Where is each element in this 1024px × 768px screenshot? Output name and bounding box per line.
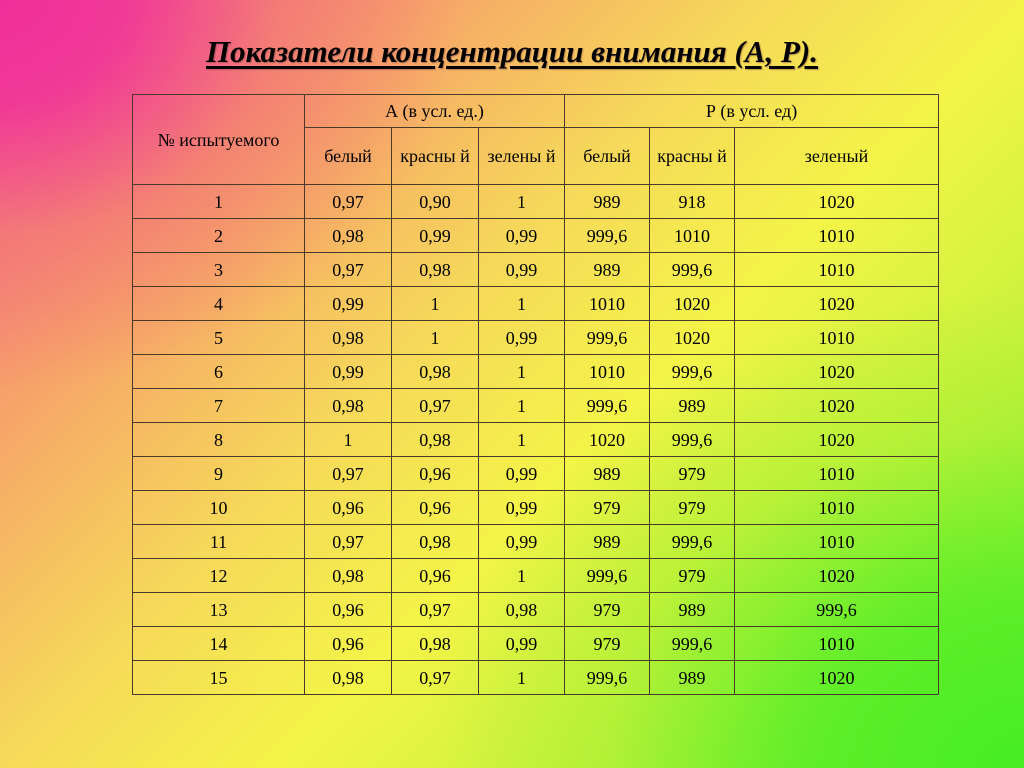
a-red-cell: 0,96	[392, 491, 479, 525]
subject-number-cell: 4	[133, 287, 305, 321]
a-red-cell: 0,96	[392, 559, 479, 593]
a-red-cell: 1	[392, 321, 479, 355]
p-white-cell: 989	[565, 525, 650, 559]
p-red-cell: 918	[650, 185, 735, 219]
a-green-cell: 1	[479, 661, 565, 695]
p-white-cell: 999,6	[565, 219, 650, 253]
table-row	[133, 355, 939, 389]
p-green-cell: 1010	[735, 253, 939, 287]
a-red-cell: 0,97	[392, 661, 479, 695]
a-white-cell: 0,97	[305, 457, 392, 491]
p-red-cell: 1020	[650, 321, 735, 355]
a-red-cell: 0,90	[392, 185, 479, 219]
a-green-cell: 0,99	[479, 627, 565, 661]
p-red-cell: 989	[650, 661, 735, 695]
a-white-cell: 0,96	[305, 593, 392, 627]
table-row	[133, 253, 939, 287]
p-white-cell: 979	[565, 627, 650, 661]
p-red-cell: 1010	[650, 219, 735, 253]
p-red-cell: 1020	[650, 287, 735, 321]
p-white-cell: 999,6	[565, 661, 650, 695]
a-red-cell: 0,98	[392, 355, 479, 389]
p-green-cell: 1020	[735, 185, 939, 219]
subject-number-cell: 10	[133, 491, 305, 525]
a-green-cell: 1	[479, 423, 565, 457]
a-red-cell: 1	[392, 287, 479, 321]
a-white-cell: 0,97	[305, 253, 392, 287]
a-green-header: зелены й	[479, 128, 565, 185]
concentration-table	[132, 94, 939, 695]
table-row	[133, 525, 939, 559]
p-red-cell: 999,6	[650, 423, 735, 457]
a-green-cell: 0,99	[479, 491, 565, 525]
a-red-cell: 0,96	[392, 457, 479, 491]
a-white-cell: 0,97	[305, 185, 392, 219]
subject-number-cell: 13	[133, 593, 305, 627]
table-row	[133, 185, 939, 219]
a-green-cell: 0,99	[479, 219, 565, 253]
table-row	[133, 219, 939, 253]
p-white-cell: 979	[565, 593, 650, 627]
p-red-cell: 989	[650, 593, 735, 627]
table-row	[133, 287, 939, 321]
table-row	[133, 321, 939, 355]
subject-number-cell: 8	[133, 423, 305, 457]
a-green-cell: 0,99	[479, 525, 565, 559]
a-green-cell: 1	[479, 559, 565, 593]
p-red-cell: 979	[650, 457, 735, 491]
slide-title: Показатели концентрации внимания (А, Р).	[206, 34, 818, 69]
p-green-header: зеленый	[735, 128, 939, 185]
p-red-cell: 999,6	[650, 253, 735, 287]
p-green-cell: 1010	[735, 525, 939, 559]
table-row	[133, 627, 939, 661]
a-white-cell: 0,98	[305, 559, 392, 593]
a-white-cell: 0,96	[305, 627, 392, 661]
subject-number-header: № испытуемого	[133, 95, 305, 185]
p-green-cell: 1020	[735, 389, 939, 423]
a-white-cell: 0,97	[305, 525, 392, 559]
p-white-cell: 999,6	[565, 559, 650, 593]
a-green-cell: 0,99	[479, 253, 565, 287]
group-p-header: Р (в усл. ед)	[565, 95, 939, 128]
p-green-cell: 1010	[735, 627, 939, 661]
table-header	[133, 95, 939, 185]
a-white-cell: 0,98	[305, 661, 392, 695]
p-white-cell: 989	[565, 457, 650, 491]
subject-number-cell: 15	[133, 661, 305, 695]
p-white-cell: 989	[565, 253, 650, 287]
p-white-header: белый	[565, 128, 650, 185]
table-row	[133, 559, 939, 593]
a-red-cell: 0,99	[392, 219, 479, 253]
a-white-cell: 0,99	[305, 287, 392, 321]
p-white-cell: 1010	[565, 355, 650, 389]
table-body	[133, 185, 939, 695]
subject-number-cell: 5	[133, 321, 305, 355]
p-red-cell: 999,6	[650, 355, 735, 389]
p-green-cell: 1020	[735, 287, 939, 321]
p-white-cell: 979	[565, 491, 650, 525]
a-white-cell: 1	[305, 423, 392, 457]
p-red-header: красны й	[650, 128, 735, 185]
a-white-cell: 0,99	[305, 355, 392, 389]
p-green-cell: 1010	[735, 219, 939, 253]
a-green-cell: 1	[479, 287, 565, 321]
a-white-cell: 0,98	[305, 219, 392, 253]
a-green-cell: 1	[479, 355, 565, 389]
a-white-cell: 0,96	[305, 491, 392, 525]
a-white-cell: 0,98	[305, 321, 392, 355]
table-row	[133, 661, 939, 695]
subject-number-cell: 2	[133, 219, 305, 253]
table-row	[133, 389, 939, 423]
a-red-cell: 0,98	[392, 627, 479, 661]
a-red-cell: 0,98	[392, 525, 479, 559]
a-white-header: белый	[305, 128, 392, 185]
table-row	[133, 593, 939, 627]
a-green-cell: 0,99	[479, 457, 565, 491]
p-green-cell: 1020	[735, 355, 939, 389]
table-row	[133, 457, 939, 491]
p-white-cell: 999,6	[565, 321, 650, 355]
group-a-header: А (в усл. ед.)	[305, 95, 565, 128]
p-red-cell: 979	[650, 559, 735, 593]
a-green-cell: 1	[479, 185, 565, 219]
p-green-cell: 1010	[735, 491, 939, 525]
p-white-cell: 989	[565, 185, 650, 219]
p-green-cell: 1010	[735, 321, 939, 355]
p-red-cell: 989	[650, 389, 735, 423]
p-green-cell: 1020	[735, 423, 939, 457]
p-red-cell: 999,6	[650, 525, 735, 559]
subject-number-cell: 6	[133, 355, 305, 389]
a-red-header: красны й	[392, 128, 479, 185]
subject-number-cell: 9	[133, 457, 305, 491]
a-red-cell: 0,97	[392, 389, 479, 423]
subject-number-cell: 11	[133, 525, 305, 559]
p-green-cell: 1020	[735, 661, 939, 695]
table-row	[133, 423, 939, 457]
a-red-cell: 0,97	[392, 593, 479, 627]
p-white-cell: 1020	[565, 423, 650, 457]
subject-number-cell: 12	[133, 559, 305, 593]
p-white-cell: 999,6	[565, 389, 650, 423]
subject-number-cell: 14	[133, 627, 305, 661]
p-green-cell: 1020	[735, 559, 939, 593]
p-white-cell: 1010	[565, 287, 650, 321]
p-red-cell: 999,6	[650, 627, 735, 661]
p-red-cell: 979	[650, 491, 735, 525]
subject-number-cell: 7	[133, 389, 305, 423]
a-red-cell: 0,98	[392, 253, 479, 287]
p-green-cell: 1010	[735, 457, 939, 491]
a-red-cell: 0,98	[392, 423, 479, 457]
a-green-cell: 0,98	[479, 593, 565, 627]
subject-number-cell: 3	[133, 253, 305, 287]
subject-number-cell: 1	[133, 185, 305, 219]
a-green-cell: 1	[479, 389, 565, 423]
header-row-groups	[133, 95, 939, 128]
a-white-cell: 0,98	[305, 389, 392, 423]
a-green-cell: 0,99	[479, 321, 565, 355]
table-row	[133, 491, 939, 525]
p-green-cell: 999,6	[735, 593, 939, 627]
